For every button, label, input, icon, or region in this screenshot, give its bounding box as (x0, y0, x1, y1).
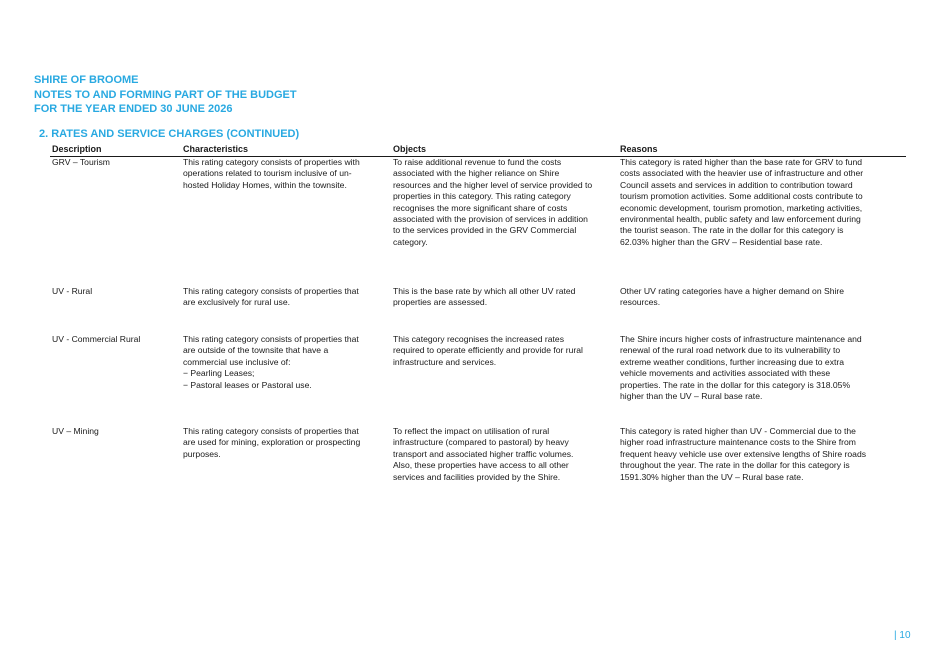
row-characteristics: This rating category consists of properties that are used for mining, exploration or prospecting purposes. (183, 426, 361, 459)
row-reasons: Other UV rating categories have a higher demand on Shire resources. (620, 286, 845, 308)
column-header-description: Description (52, 144, 102, 154)
row-reasons: The Shire incurs higher costs of infrastructure maintenance and renewal of the rural road network due to its vulnerability to extreme weather conditions, further increasing due to extra vehicle movements and activities associated with these properties. The rate in the dollar for this category is 318.05% higher than the UV – Rural base rate. (620, 334, 862, 402)
row-objects: This is the base rate by which all other UV rated properties are assessed. (393, 286, 576, 308)
rating-categories-table (50, 143, 906, 482)
column-header-reasons: Reasons (620, 144, 658, 154)
row-description: UV – Mining (52, 426, 99, 436)
row-objects: This category recognises the increased rates required to operate efficiently and provide for rural infrastructure and services. (393, 334, 583, 367)
column-header-characteristics: Characteristics (183, 144, 249, 154)
row-reasons: This category is rated higher than the base rate for GRV to fund costs associated with the heavier use of infrastructure and other Council assets and services in addition to contribution toward tourism promotion activities. Some additional costs contribute to economic development, tourism promotion, marketing activities, environmental health, public safety and law enforcement during the tourist season. The rate in the dollar for this category is 62.03% higher than the GRV – Residential base rate. (620, 157, 864, 247)
row-objects: To reflect the impact on utilisation of rural infrastructure (compared to pastoral) by heavy transport and associated higher traffic volumes. Also, these properties have access to all other services and facilities provided by the Shire. (393, 426, 574, 482)
row-description: UV - Rural (52, 286, 93, 296)
page-number: | 10 (894, 630, 911, 641)
row-characteristics: This rating category consists of properties that are outside of the townsite that have a commercial use inclusive of: − Pearling Leases; − Pastoral leases or Pastoral use. (183, 334, 359, 390)
row-description: GRV – Tourism (52, 157, 110, 167)
document-period: FOR THE YEAR ENDED 30 JUNE 2026 (34, 103, 233, 115)
row-objects: To raise additional revenue to fund the costs associated with the higher reliance on Shire resources and the higher level of service provided to properties in this category. This rating category recognises the more significant share of costs associated with the provision of services in addition to the services provided in the GRV Commercial category. (393, 157, 593, 247)
table-header (50, 143, 906, 157)
section-title: 2. RATES AND SERVICE CHARGES (CONTINUED) (39, 128, 300, 140)
row-characteristics: This rating category consists of properties with operations related to tourism inclusive of un- hosted Holiday Homes, within the townsite. (183, 157, 360, 190)
column-header-objects: Objects (393, 144, 427, 154)
row-reasons: This category is rated higher than UV - Commercial due to the higher road infrastructure maintenance costs to the Shire from frequent heavy vehicle use over extensive lengths of Shire roads throughout the year. The rate in the dollar for this category is 1591.30% higher than the UV – Rural base rate. (620, 426, 867, 482)
organisation-name: SHIRE OF BROOME (34, 74, 139, 86)
row-characteristics: This rating category consists of properties that are exclusively for rural use. (183, 286, 359, 308)
row-description: UV - Commercial Rural (52, 334, 141, 344)
document-title: NOTES TO AND FORMING PART OF THE BUDGET (34, 88, 297, 101)
document-header (34, 73, 297, 117)
